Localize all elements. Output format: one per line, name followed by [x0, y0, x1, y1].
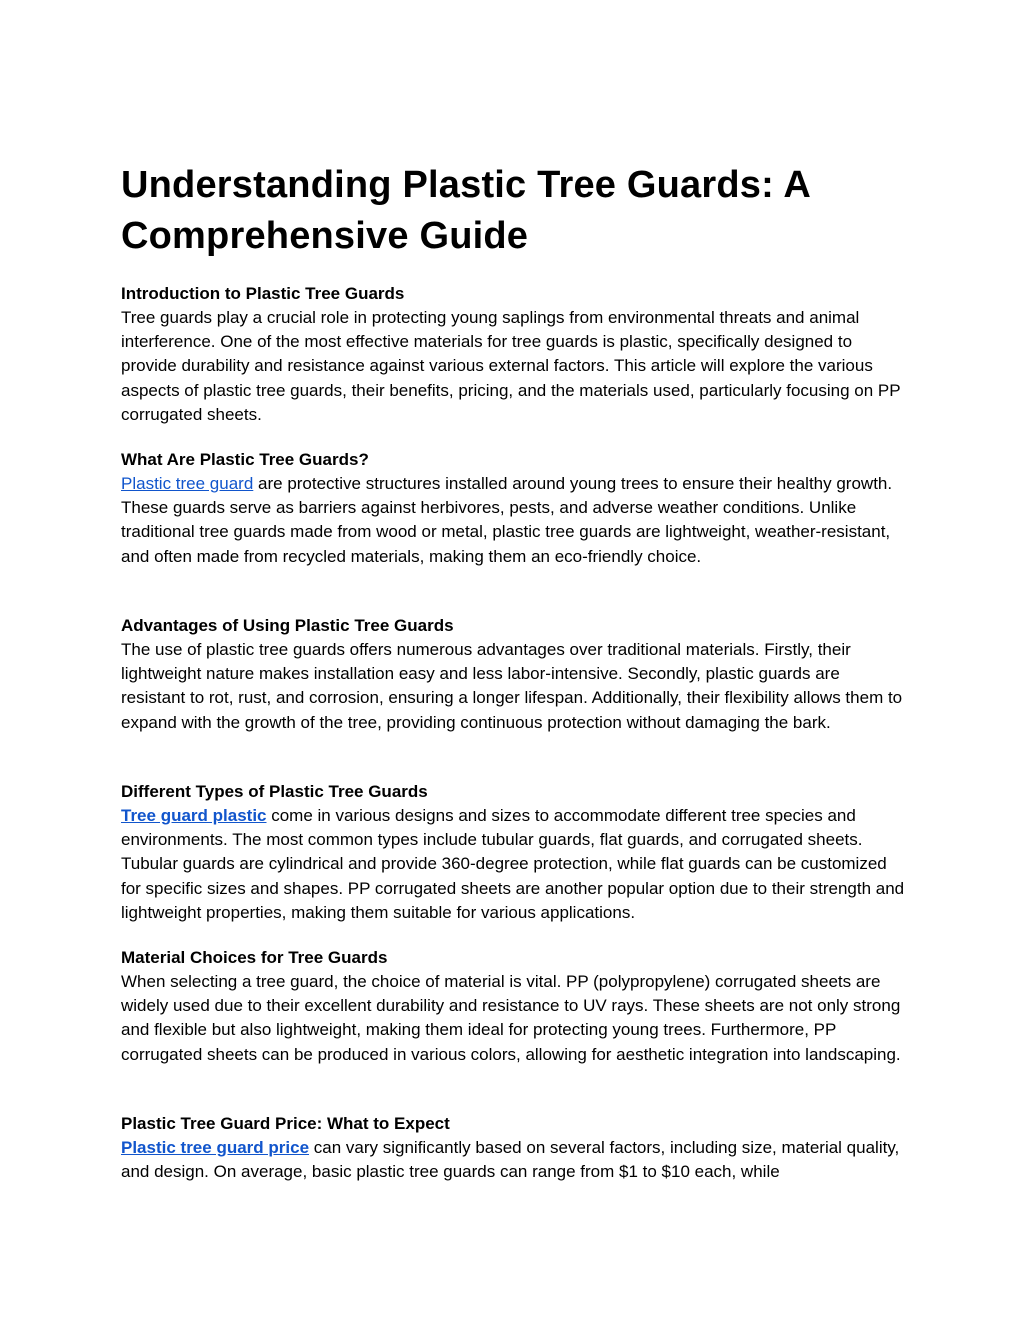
section-body-text: Tree guards play a crucial role in protecting young saplings from environmental threats and animal interference. One of the most effective materials for tree guards is plastic, specifically designed to provide durability and resistance against various external factors. This article will explore the various aspects of plastic tree guards, their benefits, pricing, and the materials used, particularly focusing on PP corrugated sheets.	[121, 308, 901, 424]
section-heading: Plastic Tree Guard Price: What to Expect	[121, 1114, 450, 1133]
section-heading: Introduction to Plastic Tree Guards	[121, 284, 405, 303]
section-body	[121, 1136, 906, 1184]
section-body	[121, 638, 906, 735]
section-materials	[121, 946, 906, 1067]
section-body	[121, 306, 906, 427]
section-heading: What Are Plastic Tree Guards?	[121, 450, 369, 469]
section-heading: Different Types of Plastic Tree Guards	[121, 782, 428, 801]
section-body-text: When selecting a tree guard, the choice of material is vital. PP (polypropylene) corrugated sheets are widely used due to their excellent durability and resistance to UV rays. These sheets are not only strong and flexible but also lightweight, making them ideal for protecting young trees. Furthermore, PP corrugated sheets can be produced in various colors, allowing for aesthetic integration into landscaping.	[121, 972, 901, 1064]
section-body-text: can vary significantly based on several factors, including size, material quality, and design. On average, basic plastic tree guards can range from $1 to $10 each, while	[121, 1138, 900, 1182]
section-body	[121, 804, 906, 925]
section-body	[121, 472, 906, 569]
section-heading: Material Choices for Tree Guards	[121, 948, 388, 967]
page-title: Understanding Plastic Tree Guards: A Comprehensive Guide	[121, 164, 810, 257]
section-what-are	[121, 448, 906, 569]
section-heading: Advantages of Using Plastic Tree Guards	[121, 616, 454, 635]
section-types	[121, 780, 906, 925]
section-introduction	[121, 282, 906, 427]
section-body-text: come in various designs and sizes to accommodate different tree species and environments. The most common types include tubular guards, flat guards, and corrugated sheets. Tubular guards are cylindrical and provide 360-degree protection, while flat guards can be customized for specific sizes and shapes. PP corrugated sheets are another popular option due to their strength and lightweight properties, making them suitable for various applications.	[121, 806, 905, 922]
section-advantages	[121, 614, 906, 735]
plastic-tree-guard-link[interactable]: Plastic tree guard	[121, 474, 254, 493]
section-body-text: The use of plastic tree guards offers numerous advantages over traditional materials. Firstly, their lightweight nature makes installation easy and less labor-intensive. Secondly, plastic guards are resistant to rot, rust, and corrosion, ensuring a longer lifespan. Additionally, their flexibility allows them to expand with the growth of the tree, providing continuous protection without damaging the bark.	[121, 640, 903, 732]
document-page	[121, 160, 906, 1182]
section-body	[121, 970, 906, 1067]
plastic-tree-guard-price-link[interactable]: Plastic tree guard price	[121, 1138, 310, 1157]
tree-guard-plastic-link[interactable]: Tree guard plastic	[121, 806, 267, 825]
section-body-text: are protective structures installed around young trees to ensure their healthy growth. These guards serve as barriers against herbivores, pests, and adverse weather conditions. Unlike traditional tree guards made from wood or metal, plastic tree guards are lightweight, weather-resistant, and often made from recycled materials, making them an eco-friendly choice.	[121, 474, 893, 566]
section-price	[121, 1112, 906, 1184]
